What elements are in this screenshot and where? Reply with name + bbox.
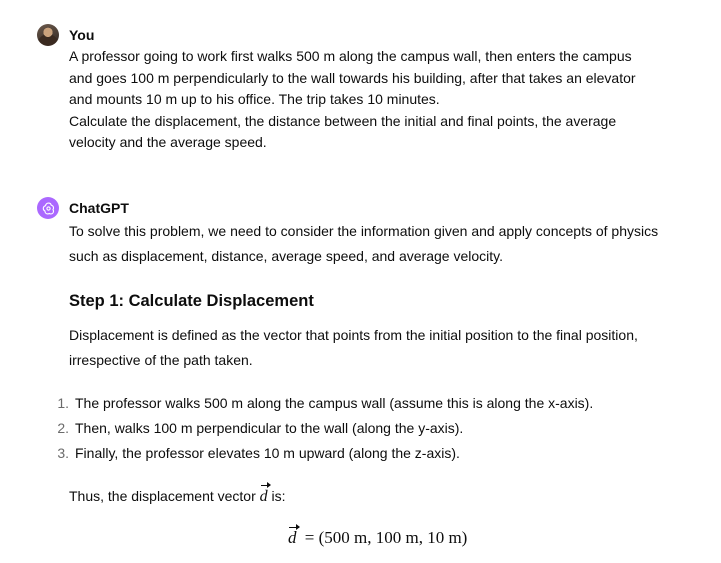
list-item	[49, 444, 593, 469]
user-message-line: velocity and the average speed.	[69, 134, 267, 150]
user-message-line: and mounts 10 m up to his office. The trip takes 10 minutes.	[69, 91, 440, 107]
displacement-definition	[69, 323, 638, 373]
thus-sentence	[69, 486, 286, 508]
list-item-number: 3.	[57, 445, 69, 461]
step1-heading: Step 1: Calculate Displacement	[69, 292, 314, 310]
list-item-number: 2.	[57, 420, 69, 436]
displacement-equation	[288, 528, 467, 548]
list-item-text: Then, walks 100 m perpendicular to the wall (along the y-axis).	[75, 420, 464, 436]
equation-vector-symbol: d	[288, 528, 297, 547]
list-item	[49, 419, 593, 444]
user-message	[69, 46, 636, 154]
assistant-intro	[69, 219, 658, 269]
list-item-text: Finally, the professor elevates 10 m upward (along the z-axis).	[75, 445, 460, 461]
thus-text-end: is:	[267, 488, 286, 504]
chatgpt-logo-icon	[41, 201, 56, 216]
user-message-line: Calculate the displacement, the distance between the initial and final points, the average	[69, 112, 617, 129]
chatgpt-avatar	[37, 197, 59, 219]
steps-list	[49, 394, 593, 469]
assistant-intro-line: To solve this problem, we need to consider the information given and apply concepts of physics	[69, 223, 659, 239]
vector-d-symbol: d	[260, 486, 268, 508]
user-avatar	[37, 24, 59, 46]
assistant-intro-line: such as displacement, distance, average speed, and average velocity.	[69, 248, 503, 264]
user-author-name: You	[69, 27, 95, 43]
thus-text: Thus, the displacement vector	[69, 488, 260, 504]
definition-line: Displacement is defined as the vector that points from the initial position to the final position,	[69, 327, 638, 343]
list-item-number: 1.	[57, 395, 69, 411]
definition-line: irrespective of the path taken.	[69, 352, 253, 368]
list-item-text: The professor walks 500 m along the campus wall (assume this is along the x-axis).	[75, 395, 594, 411]
list-item	[49, 394, 593, 419]
user-message-line: and goes 100 m perpendicularly to the wall towards his building, after that takes an elevator	[69, 69, 636, 86]
user-message-line: A professor going to work first walks 500 m along the campus wall, then enters the campus	[69, 48, 632, 64]
equation-rhs: = (500 m, 100 m, 10 m)	[304, 528, 468, 547]
assistant-author-name: ChatGPT	[69, 200, 129, 216]
